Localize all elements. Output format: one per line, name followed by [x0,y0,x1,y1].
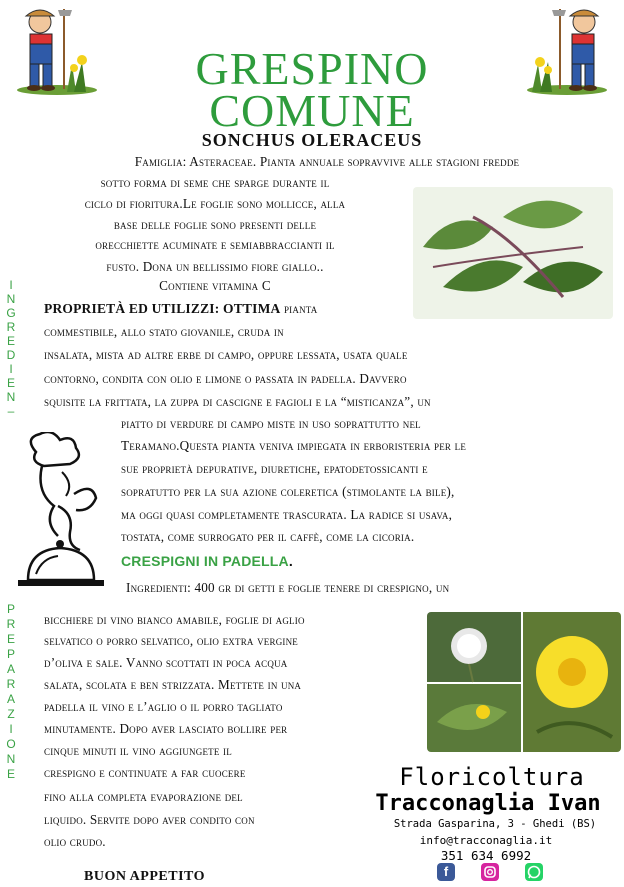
sidebar-ingredienti [4,278,18,418]
sidebar-letter: E [6,632,15,646]
flower-photo-collage [427,612,621,752]
whatsapp-icon[interactable] [525,863,543,881]
description-line: base delle foglie sono presenti delle [113,217,317,232]
description-line: ciclo di fioritura.Le foglie sono mollicce, alla [84,196,346,211]
sidebar-letter: P [6,602,15,616]
properties-line: contorno, condita con olio e limone o passata in padella. Davvero [44,371,407,386]
description-line: Famiglia: Asteraceae. Pianta annuale sopravvive alle stagioni fredde [134,154,520,169]
chef-illustration [14,432,108,598]
brand-email: info@tracconaglia.it [419,834,553,847]
properties-line: ma oggi quasi completamente trascurata. La radice si usava, [121,507,453,522]
title-line-2: COMUNE [209,85,415,136]
sidebar-letter: R [6,677,16,691]
description-line: sotto forma di seme che sparge durante il [100,175,330,190]
sidebar-letter: G [6,306,16,320]
sidebar-letter: I [9,722,13,736]
recipe-line: d’oliva e sale. Vanno scottati in poca acqua [44,655,288,670]
properties-first-line [44,299,444,319]
sidebar-letter: R [6,320,16,334]
brand-address: Strada Gasparina, 3 - Ghedi (BS) [393,818,597,830]
recipe-line: cinque minuti il vino aggiungete il [44,743,232,758]
properties-line: squisite la frittata, la zuppa di cascigne e fagioli e la “misticanza”, un [44,394,431,409]
properties-line: sue proprietà depurative, diuretiche, epatodetossicanti e [121,461,428,476]
sidebar-letter: A [6,662,15,676]
brand-name-line1: Floricoltura [399,763,585,791]
recipe-ingredients: Ingredienti: 400 gr di getti e foglie tenere di crespigno, un [126,580,450,595]
recipe-title-text: CRESPIGNI IN PADELLA [121,553,289,569]
sidebar-letter: Z [7,707,15,721]
sidebar-letter: A [6,692,15,706]
brand-name-line2: Tracconaglia Ivan [375,791,601,816]
sidebar-preparazione [4,602,18,782]
sidebar-letter: – [7,404,15,418]
latin-name: SONCHUS OLERACEUS [201,130,423,150]
sidebar-letter: D [6,348,16,362]
sidebar-letter: E [6,376,15,390]
recipe-line: minutamente. Dopo aver lasciato bollire per [44,721,288,736]
recipe-line: fino alla completa evaporazione del [44,789,243,804]
properties-line: tostata, come surrogato per il caffè, come la cicoria. [121,529,415,544]
recipe-line: selvatico o porro selvatico, olio extra vergine [44,633,298,648]
recipe-title [121,551,293,571]
title-line-1: GRESPINO [195,43,429,94]
sidebar-letter: R [6,617,16,631]
sidebar-letter: N [6,292,16,306]
recipe-line: bicchiere di vino bianco amabile, foglie di aglio [44,612,305,627]
sidebar-letter: I [9,278,13,292]
sidebar-letter: E [6,334,15,348]
sidebar-letter: E [6,767,15,781]
facebook-icon[interactable]: f [437,863,455,881]
properties-line: pianta [283,301,318,316]
properties-line: piatto di verdure di campo miste in uso soprattutto nel [121,416,421,431]
description-line: orecchiette acuminate e semiabbraccianti il [95,237,335,252]
recipe-line: crespigno e continuate a far cuocere [44,765,246,780]
sidebar-letter: N [6,752,16,766]
recipe-title-suffix: . [288,553,293,569]
instagram-icon[interactable] [481,863,499,881]
recipe-line: salata, scolata e ben strizzata. Mettete in una [44,677,302,692]
properties-line: sopratutto per la sua azione coleretica (stimolante la bile), [121,484,455,499]
properties-line: insalata, mista ad altre erbe di campo, oppure lessata, usata quale [44,347,408,362]
brand-phone: 351 634 6992 [440,848,532,863]
properties-heading: PROPRIETÀ ED UTILIZZI: OTTIMA [44,301,281,316]
recipe-line: padella il vino e l’aglio o il porro tagliato [44,699,283,714]
recipe-line: olio crudo. [44,834,106,849]
sidebar-letter: P [6,647,15,661]
recipe-line: liquido. Servite dopo aver condito con [44,812,255,827]
properties-line: Teramano.Questa pianta veniva impiegata in erboristeria per le [121,438,467,453]
sidebar-letter: O [6,737,16,751]
sidebar-letter: I [9,362,13,376]
description-line: fusto. Dona un bellissimo fiore giallo.. [106,259,324,274]
sidebar-letter: N [6,390,16,404]
properties-line: commestibile, allo stato giovanile, cruda in [44,324,284,339]
closing-text: BUON APPETITO [84,869,205,884]
social-icons [437,863,547,883]
description-line: Contiene vitamina C [159,278,271,293]
